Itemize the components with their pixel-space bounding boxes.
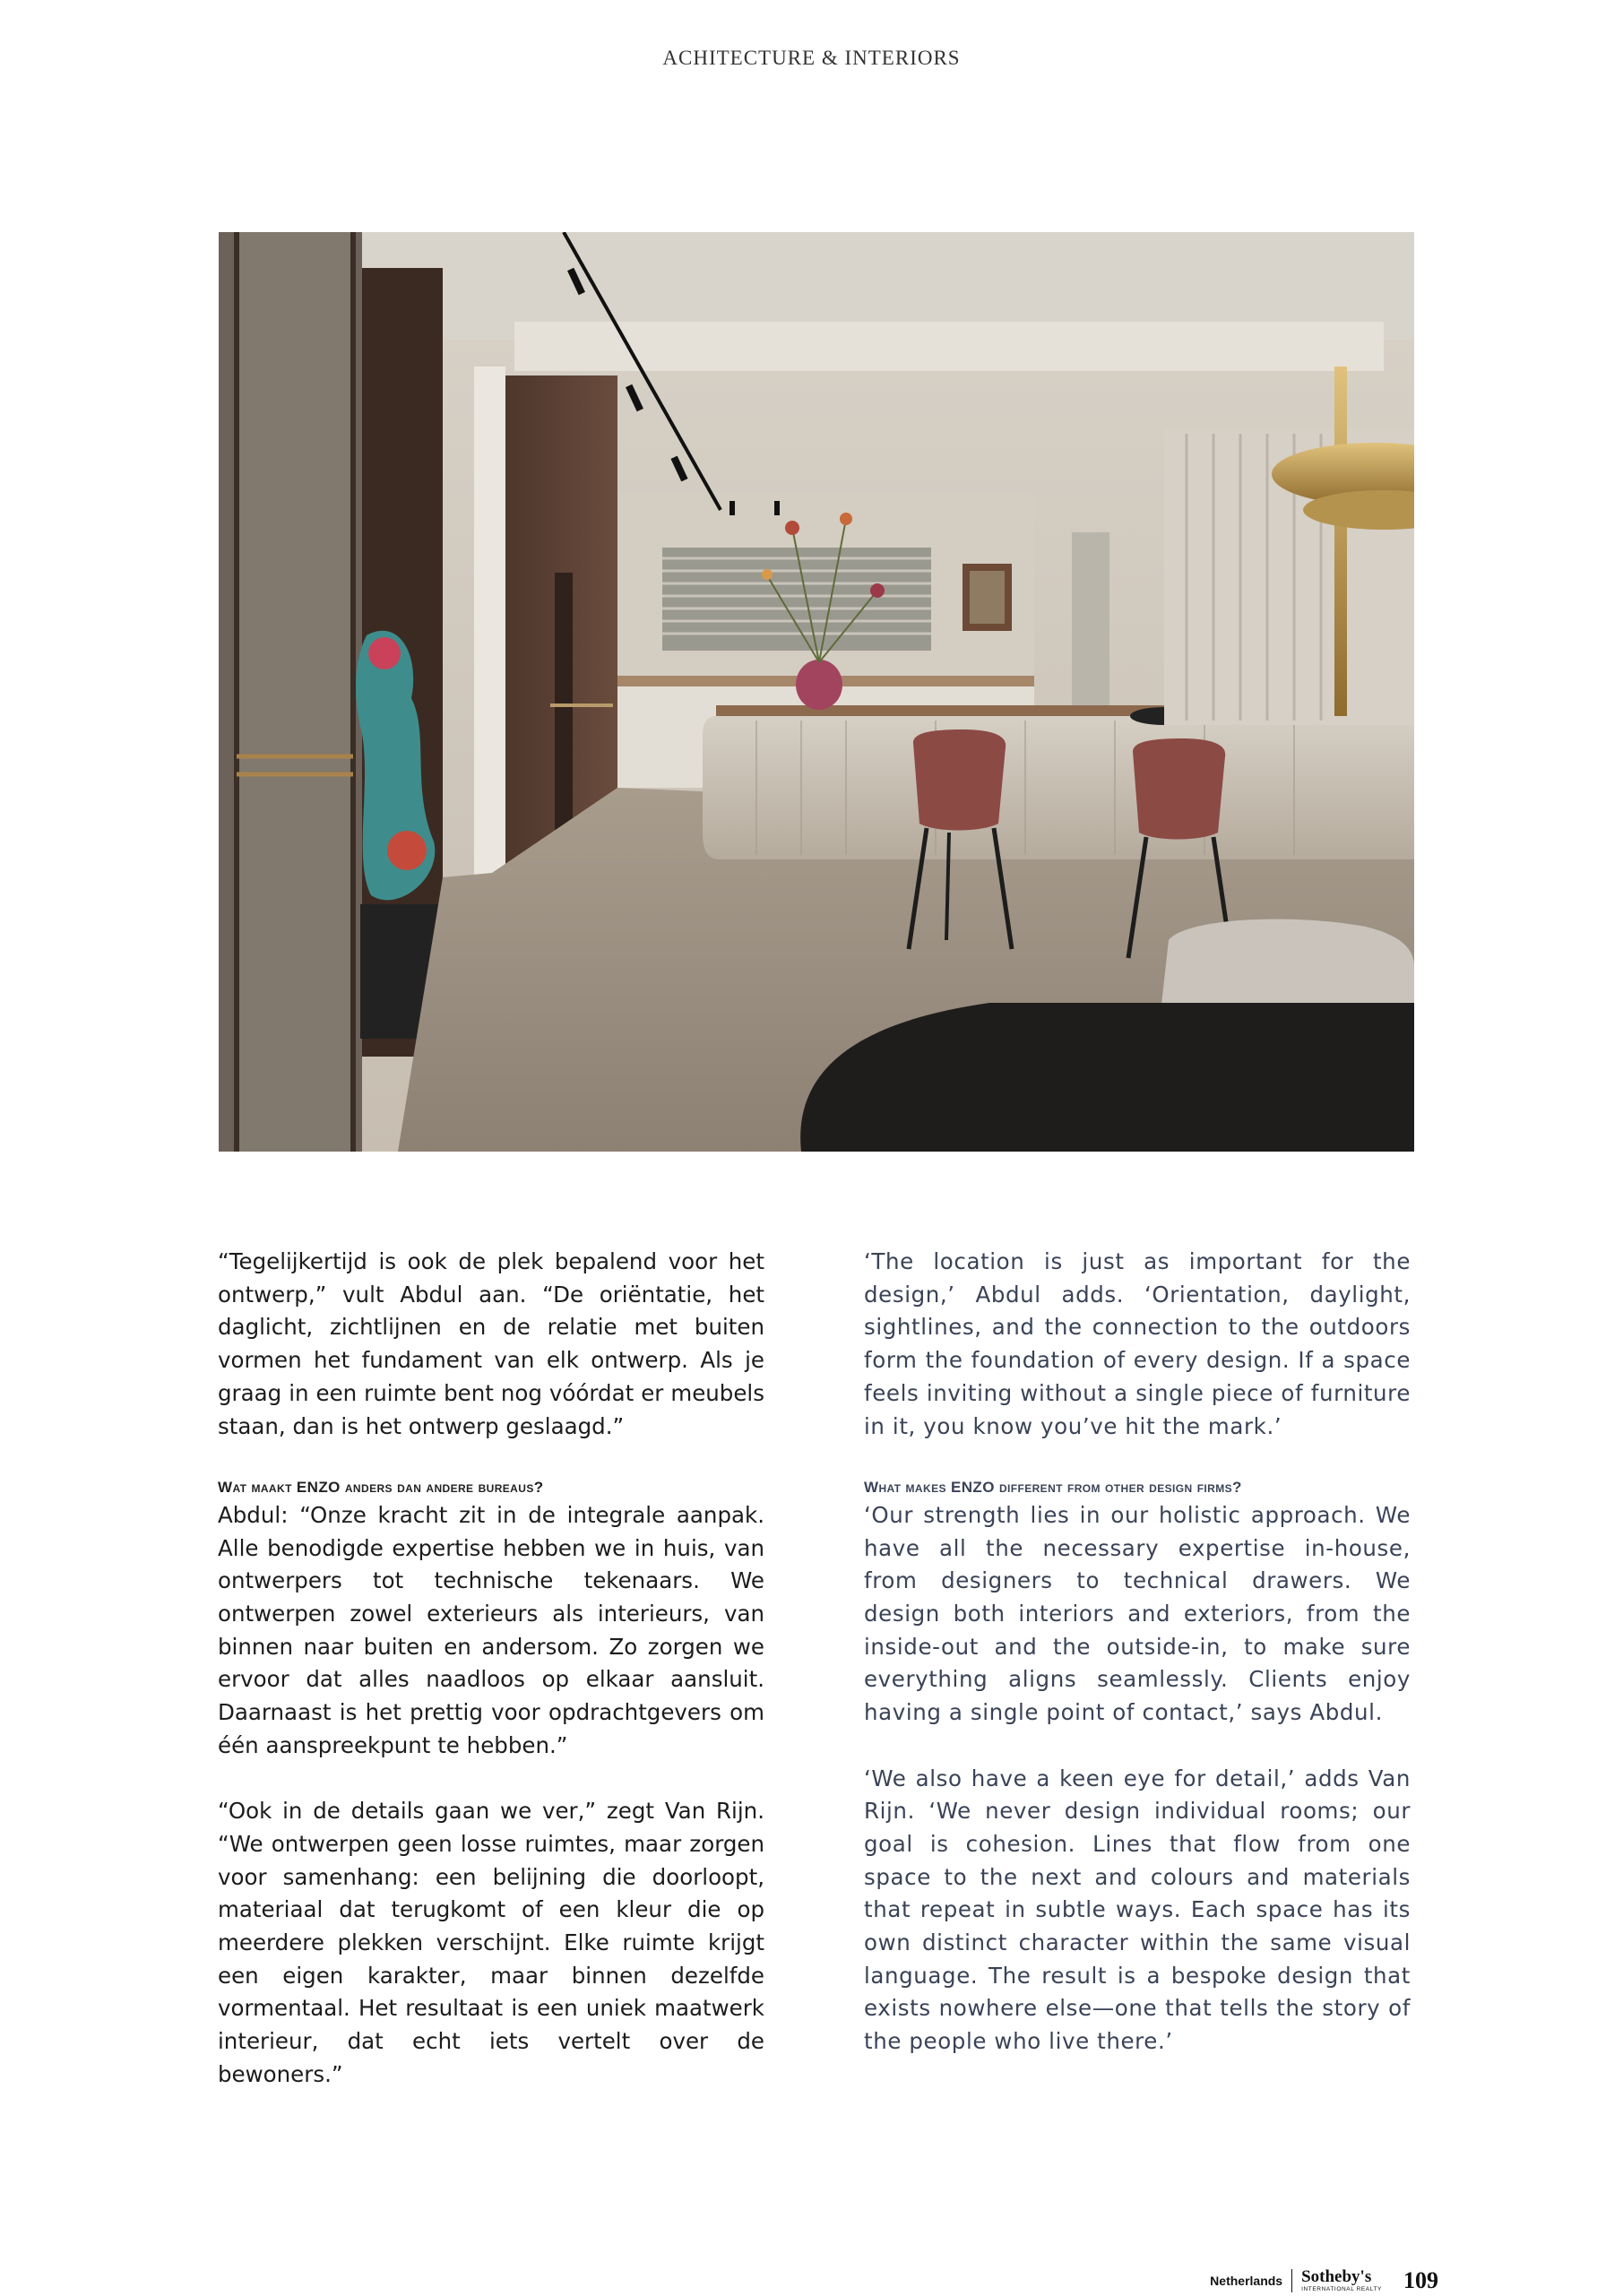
english-subheading: What makes ENZO different from other design firms? (864, 1478, 1242, 1496)
sothebys-logo (1301, 2268, 1382, 2293)
english-column (864, 1246, 1411, 2059)
page-footer (1210, 2266, 1438, 2296)
brand-name: Sotheby's (1301, 2267, 1372, 2287)
dutch-column (218, 1246, 764, 2092)
dutch-paragraph-1: “Tegelijkertijd is ook de plek bepalend voor het ontwerp,” vult Abdul aan. “De oriëntatie, het daglicht, zichtlijnen en de relatie met buiten vormen het fundament van elk ontwerp. Als je graag in een ruimte bent nog vóórdat er meubels staan, dan is het ontwerp geslaagd.” (218, 1248, 764, 1439)
dutch-paragraph-3: “Ook in de details gaan we ver,” zegt Van Rijn. “We ontwerpen geen losse ruimtes, maar zorgen voor samenhang: een belijning die doorloopt, materiaal dat terugkomt of een kleur die op meerdere plekken verschijnt. Elke ruimte krijgt een eigen karakter, maar binnen dezelfde vormentaal. Het resultaat is een uniek maatwerk interieur, dat echt iets vertelt over de bewoners.” (218, 1798, 764, 2087)
footer-divider (1291, 2269, 1292, 2292)
kitchen-photo (219, 232, 1414, 1152)
english-paragraph-1: ‘The location is just as important for the design,’ Abdul adds. ‘Orientation, daylight, sightlines, and the connection to the outdoors form the foundation of every design. If a space feels inviting without a single piece of furniture in it, you know you’ve hit the mark.’ (864, 1248, 1411, 1439)
page-number: 109 (1403, 2267, 1438, 2293)
running-header: ACHITECTURE & INTERIORS (662, 47, 961, 69)
english-paragraph-2: ‘Our strength lies in our holistic approach. We have all the necessary expertise in-house, from designers to technical drawers. We design both interiors and exteriors, from the inside-out and the outside-in, to make sure everything aligns seamlessly. Clients enjoy having a single point of contact,’ says Abdul. (864, 1501, 1411, 1726)
dutch-subheading: Wat maakt ENZO anders dan andere bureaus? (218, 1478, 544, 1496)
footer-region: Netherlands (1210, 2274, 1283, 2288)
brand-subtitle: INTERNATIONAL REALTY (1301, 2286, 1382, 2293)
kitchen-illustration (219, 232, 1414, 1152)
dutch-paragraph-2: Abdul: “Onze kracht zit in de integrale aanpak. Alle benodigde expertise hebben we in huis, van ontwerpers tot technische tekenaars. We ontwerpen zowel exterieurs als interieurs, van binnen naar buiten en andersom. Zo zorgen we ervoor dat alles naadloos op elkaar aansluit. Daarnaast is het prettig voor opdrachtgevers om één aanspreekpunt te hebben.” (218, 1501, 764, 1758)
english-paragraph-3: ‘We also have a keen eye for detail,’ adds Van Rijn. ‘We never design individual rooms; our goal is cohesion. Lines that flow from one space to the next and colours and materials that repeat in subtle ways. Each space has its own distinct character within the same visual language. The result is a bespoke design that exists nowhere else—one that tells the story of the people who live there.’ (864, 1765, 1411, 2055)
